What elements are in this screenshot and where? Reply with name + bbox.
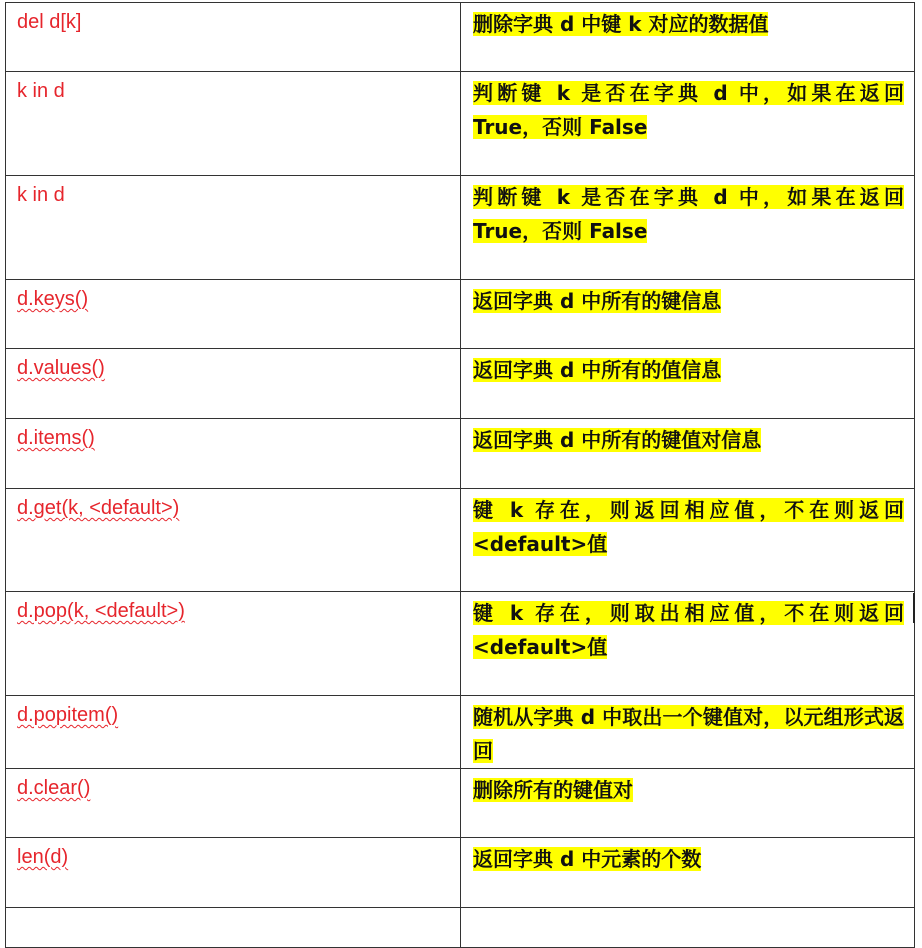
- table-row: [6, 3, 915, 72]
- table-row: [6, 592, 915, 696]
- description-cell: [461, 592, 915, 696]
- description-cell: [461, 769, 915, 838]
- method-cell: [6, 696, 461, 769]
- description-cell: [461, 489, 915, 592]
- table-row: [6, 769, 915, 838]
- description-text: 返回字典 d 中所有的键值对信息: [473, 428, 762, 452]
- method-cell: [6, 769, 461, 838]
- description-text: 返回字典 d 中元素的个数: [473, 847, 702, 871]
- method-cell: [6, 838, 461, 908]
- method-cell: [6, 592, 461, 696]
- dict-methods-table: [5, 2, 915, 948]
- description-text: 随机从字典 d 中取出一个键值对，以元组形式返回: [473, 705, 904, 763]
- method-cell: [6, 3, 461, 72]
- description-cell: [461, 419, 915, 489]
- method-text: d.popitem(): [17, 704, 119, 726]
- method-text: d.get(k, <default>): [17, 497, 180, 519]
- description-text: 返回字典 d 中所有的值信息: [473, 358, 722, 382]
- description-cell: [461, 838, 915, 908]
- method-text: d.values(): [17, 357, 105, 379]
- method-text: k in d: [17, 184, 65, 206]
- description-cell: [461, 3, 915, 72]
- table-row: [6, 349, 915, 419]
- table-row: [6, 176, 915, 280]
- method-text: d.keys(): [17, 288, 89, 310]
- table-row: [6, 72, 915, 176]
- method-cell: [6, 280, 461, 349]
- method-cell: [6, 489, 461, 592]
- description-text: 删除所有的键值对: [473, 778, 633, 802]
- description-cell: [461, 72, 915, 176]
- method-cell: [6, 908, 461, 948]
- method-text: d.items(): [17, 427, 95, 449]
- description-cell: [461, 696, 915, 769]
- description-text: 判断键 k 是否在字典 d 中，如果在返回 True，否则 False: [473, 81, 904, 139]
- table-row: [6, 419, 915, 489]
- margin-marker: [913, 593, 915, 623]
- description-cell: [461, 908, 915, 948]
- table-row: [6, 280, 915, 349]
- table-row: [6, 696, 915, 769]
- method-cell: [6, 419, 461, 489]
- description-cell: [461, 176, 915, 280]
- description-text: 判断键 k 是否在字典 d 中，如果在返回 True，否则 False: [473, 185, 904, 243]
- table-row: [6, 908, 915, 948]
- method-text: del d[k]: [17, 11, 82, 33]
- description-cell: [461, 349, 915, 419]
- description-cell: [461, 280, 915, 349]
- table-row: [6, 838, 915, 908]
- method-text: len(d): [17, 846, 69, 868]
- description-text: 返回字典 d 中所有的键信息: [473, 289, 722, 313]
- method-text: d.pop(k, <default>): [17, 600, 185, 622]
- description-text: 键 k 存在，则返回相应值，不在则返回 <default>值: [473, 498, 904, 556]
- method-text: d.clear(): [17, 777, 91, 799]
- method-text: k in d: [17, 80, 65, 102]
- description-text: 键 k 存在，则取出相应值，不在则返回 <default>值: [473, 601, 904, 659]
- description-text: 删除字典 d 中键 k 对应的数据值: [473, 12, 769, 36]
- method-cell: [6, 349, 461, 419]
- method-cell: [6, 176, 461, 280]
- table-row: [6, 489, 915, 592]
- method-cell: [6, 72, 461, 176]
